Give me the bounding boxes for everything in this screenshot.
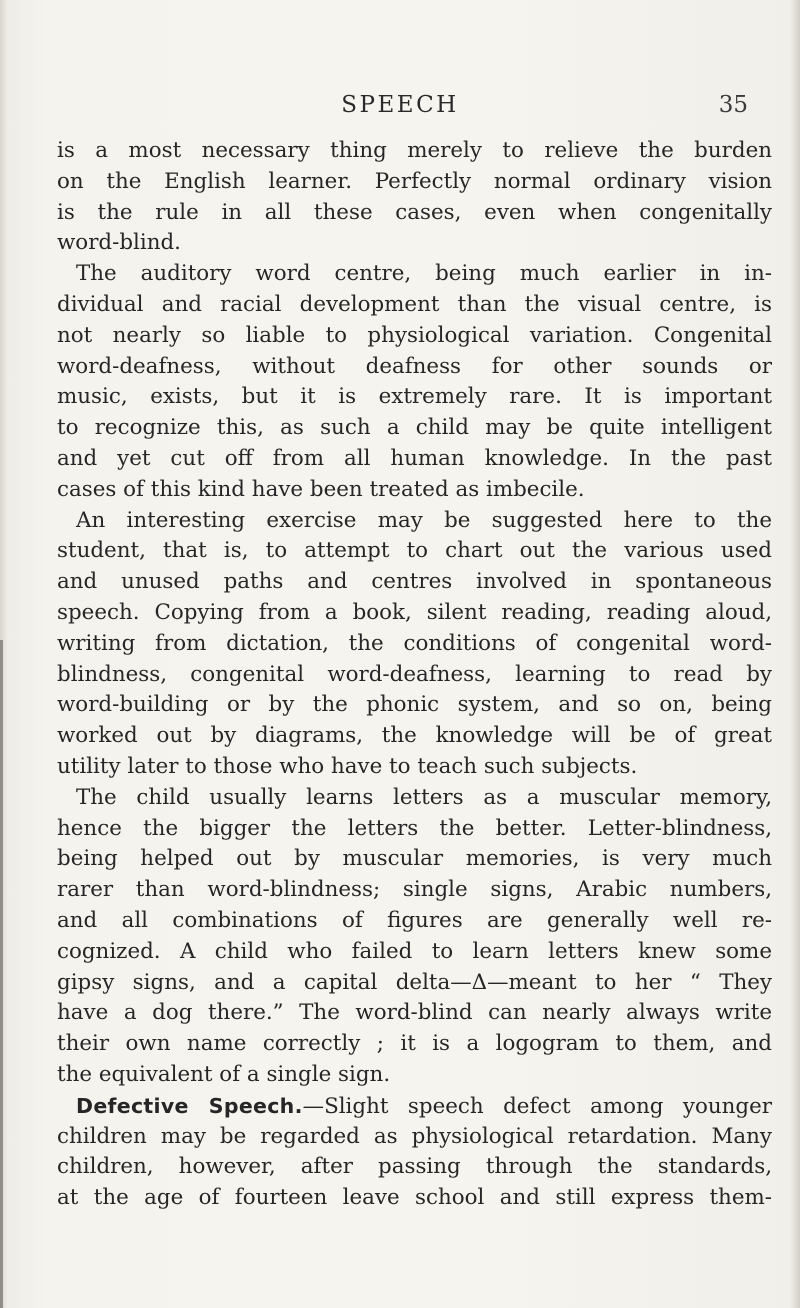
text-line: rarer than word-blindness; single signs, Arabic numbers, [57,877,772,903]
section-heading: Defective Speech. [76,1093,303,1118]
text-line: speech. Copying from a book, silent reading, reading aloud, [57,599,772,625]
section-first-line-text: —Slight speech defect among younger [302,1093,772,1119]
page-number: 35 [718,92,748,118]
text-line: blindness, congenital word-deafness, learning to read by [57,661,772,687]
running-head [0,88,800,128]
text-line: student, that is, to attempt to chart out the various used [57,538,772,564]
text-line: word-deafness, without deafness for other sounds or [57,353,772,379]
text-line: being helped out by muscular memories, is very much [57,846,772,872]
text-line: to recognize this, as such a child may be quite intelligent [57,415,772,441]
text-line: utility later to those who have to teach such subjects. [57,753,638,779]
text-line: music, exists, but it is extremely rare. It is important [57,384,772,410]
text-line: their own name correctly ; it is a logogram to them, and [57,1031,772,1057]
text-line: The auditory word centre, being much earlier in in- [76,261,772,287]
text-line: is the rule in all these cases, even when congenitally [57,199,772,225]
text-line: is a most necessary thing merely to relieve the burden [57,138,772,163]
text-line: on the English learner. Perfectly normal ordinary vision [57,168,772,194]
text-line: children, however, after passing through the standards, [57,1154,772,1180]
section-first-line [57,1091,772,1122]
text-line: have a dog there.” The word-blind can nearly always write [57,1000,772,1026]
page-right-shadow [790,0,800,1308]
body-text [57,136,772,1214]
text-line: and yet cut off from all human knowledge. In the past [57,445,772,471]
text-line: hence the bigger the letters the better. Letter-blindness, [57,815,772,841]
text-line: the equivalent of a single sign. [57,1061,391,1087]
text-line: cognized. A child who failed to learn letters knew some [57,938,772,964]
text-line: not nearly so liable to physiological variation. Congenital [57,322,772,348]
text-line: writing from dictation, the conditions of congenital word- [57,630,772,656]
text-line: and unused paths and centres involved in spontaneous [57,569,772,595]
text-line: at the age of fourteen leave school and still express them- [57,1185,772,1211]
text-line: word-building or by the phonic system, and so on, being [57,692,772,718]
text-line: gipsy signs, and a capital delta—Δ—meant to her “ They [57,969,772,995]
binding-margin-line [0,640,3,1308]
text-line: dividual and racial development than the visual centre, is [57,291,772,317]
text-line: The child usually learns letters as a muscular memory, [76,784,772,810]
text-line: word-blind. [57,230,181,256]
text-line: cases of this kind have been treated as imbecile. [57,476,585,502]
text-line: worked out by diagrams, the knowledge will be of great [57,723,772,749]
running-title: SPEECH [341,92,459,118]
text-line: children may be regarded as physiological retardation. Many [57,1123,772,1149]
text-line: and all combinations of figures are generally well re- [57,907,772,933]
text-line: An interesting exercise may be suggested here to the [76,507,772,533]
